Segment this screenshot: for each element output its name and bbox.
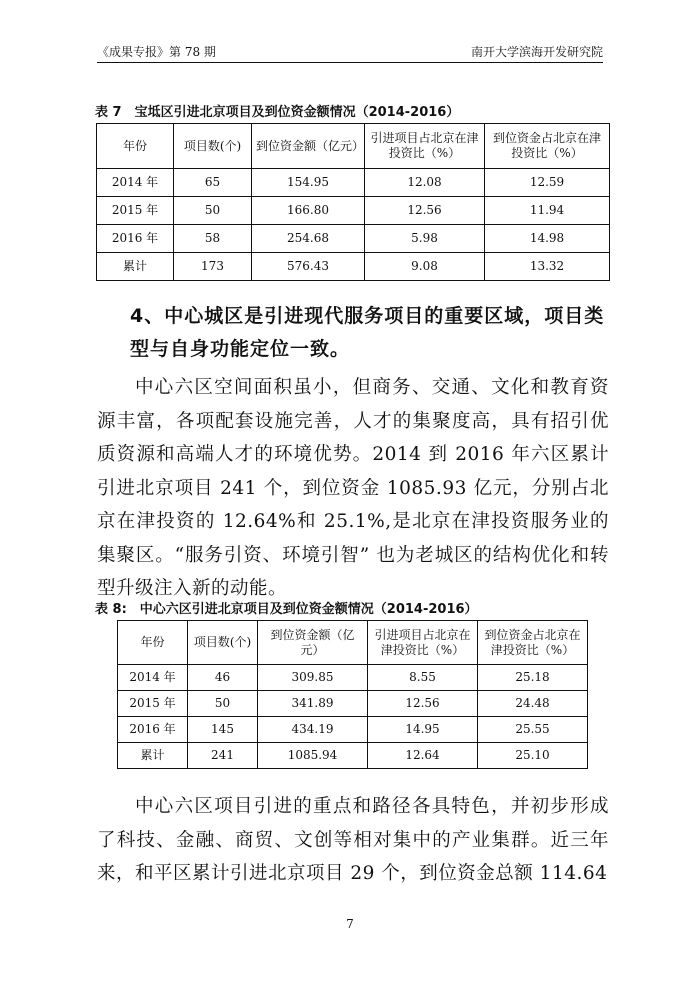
table-cell: 2016 年 [97, 225, 174, 253]
table-cell: 累计 [118, 743, 188, 769]
table-cell: 46 [188, 665, 258, 691]
table-cell: 24.48 [478, 691, 588, 717]
table7-caption: 表 7 宝坻区引进北京项目及到位资金额情况（2014-2016） [95, 105, 460, 120]
table-cell: 241 [188, 743, 258, 769]
table7-header-cell: 到位资金占北京在津投资比（%） [485, 124, 610, 169]
table-cell: 25.18 [478, 665, 588, 691]
table7-header-cell: 项目数(个) [174, 124, 252, 169]
table-cell: 13.32 [485, 253, 610, 281]
table-row [118, 665, 588, 691]
table-total-row [97, 253, 610, 281]
table-cell: 14.95 [368, 717, 478, 743]
section-heading: 4、中心城区是引进现代服务项目的重要区域，项目类型与自身功能定位一致。 [130, 305, 605, 360]
table-cell: 65 [174, 169, 252, 197]
body-paragraph: 中心六区空间面积虽小，但商务、交通、文化和教育资源丰富，各项配套设施完善，人才的集聚度高，具有招引优质资源和高端人才的环境优势。2014 到 2016 年六区累计引进北京项目 241 个，到位资金 1085.93 亿元，分别占北京在津投资的 12.64%和 25.1%,是北京在津投资服务业的集聚区。“服务引资、环境引智” 也为老城区的结构优化和转型升级注入新的动能。 [97, 377, 609, 599]
table-cell: 254.68 [252, 225, 365, 253]
table7-header-cell: 引进项目占北京在津投资比（%） [365, 124, 485, 169]
page-number: 7 [346, 917, 354, 931]
table-cell: 12.59 [485, 169, 610, 197]
table-cell: 25.10 [478, 743, 588, 769]
header-institute: 南开大学滨海开发研究院 [470, 45, 603, 59]
table-cell: 11.94 [485, 197, 610, 225]
table7-header-cell: 到位资金额（亿元） [252, 124, 365, 169]
table-cell: 2016 年 [118, 717, 188, 743]
table-cell: 173 [174, 253, 252, 281]
table-cell: 12.56 [365, 197, 485, 225]
table-cell: 12.64 [368, 743, 478, 769]
table-cell: 50 [188, 691, 258, 717]
table-cell: 2015 年 [97, 197, 174, 225]
table-cell: 累计 [97, 253, 174, 281]
table8-header-cell: 到位资金占北京在津投资比（%） [478, 621, 588, 665]
table8-caption: 表 8: 中心六区引进北京项目及到位资金额情况（2014-2016） [95, 602, 478, 617]
table-cell: 2014 年 [118, 665, 188, 691]
table-cell: 25.55 [478, 717, 588, 743]
table-total-row [118, 743, 588, 769]
table7-header-cell: 年份 [97, 124, 174, 169]
table-cell: 58 [174, 225, 252, 253]
table-cell: 12.08 [365, 169, 485, 197]
table7 [96, 123, 610, 281]
table-row [97, 169, 610, 197]
table-row [118, 691, 588, 717]
table-cell: 12.56 [368, 691, 478, 717]
header-rule [97, 62, 603, 63]
table-cell: 309.85 [258, 665, 368, 691]
table-row [97, 225, 610, 253]
table7-header-row [97, 124, 610, 169]
table-cell: 2014 年 [97, 169, 174, 197]
body-paragraph-final: 中心六区项目引进的重点和路径各具特色，并初步形成了科技、金融、商贸、文创等相对集中的产业集群。近三年来，和平区累计引进北京项目 29 个，到位资金总额 114.64 [97, 796, 609, 884]
table-cell: 50 [174, 197, 252, 225]
header-issue: 《成果专报》第 78 期 [97, 45, 216, 59]
table8-header-cell: 引进项目占北京在津投资比（%） [368, 621, 478, 665]
table-cell: 1085.94 [258, 743, 368, 769]
table8-header-row [118, 621, 588, 665]
table8-header-cell: 项目数(个) [188, 621, 258, 665]
table-row [97, 197, 610, 225]
table-cell: 9.08 [365, 253, 485, 281]
page-header [97, 41, 603, 65]
table-cell: 8.55 [368, 665, 478, 691]
table-cell: 166.80 [252, 197, 365, 225]
table-row [118, 717, 588, 743]
table-cell: 5.98 [365, 225, 485, 253]
table-cell: 341.89 [258, 691, 368, 717]
table-cell: 145 [188, 717, 258, 743]
table8-header-cell: 到位资金额（亿元） [258, 621, 368, 665]
table8-header-cell: 年份 [118, 621, 188, 665]
table8 [117, 620, 588, 769]
table-cell: 14.98 [485, 225, 610, 253]
table-cell: 434.19 [258, 717, 368, 743]
table-cell: 154.95 [252, 169, 365, 197]
table-cell: 2015 年 [118, 691, 188, 717]
table-cell: 576.43 [252, 253, 365, 281]
